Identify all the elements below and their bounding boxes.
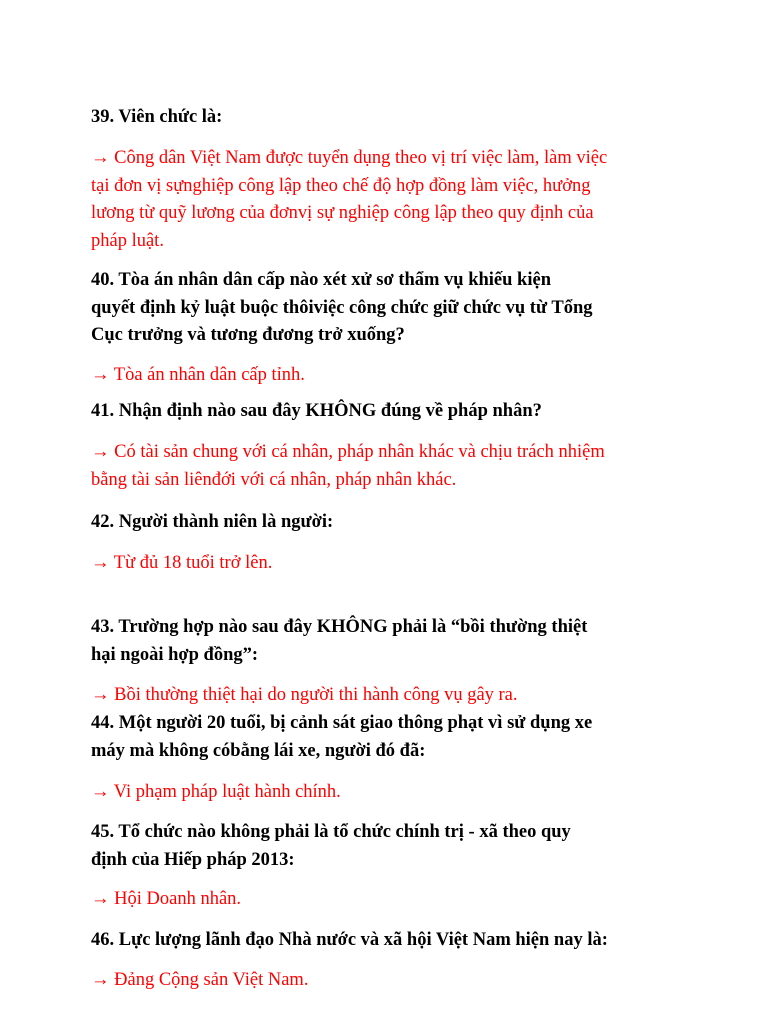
arrow-icon: →	[91, 782, 110, 802]
answer-line: lương từ quỹ lương của đơnvị sự nghiệp công lập theo quy định của	[91, 203, 594, 223]
question-44	[91, 710, 671, 765]
answer-41	[91, 439, 671, 494]
answer-45	[91, 886, 671, 914]
question-line: 42. Người thành niên là người:	[91, 512, 334, 532]
question-41	[91, 398, 671, 426]
answer-line: → Công dân Việt Nam được tuyển dụng theo vị trí việc làm, làm việc	[91, 148, 608, 168]
question-46	[91, 927, 671, 955]
answer-39	[91, 145, 671, 255]
answer-42	[91, 550, 671, 578]
answer-line: → Có tài sản chung với cá nhân, pháp nhân khác và chịu trách nhiệm	[91, 442, 605, 462]
answer-44	[91, 779, 671, 807]
answer-line: → Đảng Cộng sản Việt Nam.	[91, 970, 309, 990]
question-line: 39. Viên chức là:	[91, 107, 223, 127]
question-line: hại ngoài hợp đồng”:	[91, 644, 259, 665]
answer-line: bằng tài sản liênđới với cá nhân, pháp nhân khác.	[91, 469, 457, 490]
question-line: 44. Một người 20 tuổi, bị cảnh sát giao thông phạt vì sử dụng xe	[91, 713, 593, 733]
arrow-icon: →	[91, 553, 110, 573]
arrow-icon: →	[91, 970, 110, 990]
answer-46	[91, 967, 671, 995]
answer-line: → Bồi thường thiệt hại do người thi hành công vụ gây ra.	[91, 685, 518, 705]
question-line: Cục trưởng và tương đương trở xuống?	[91, 325, 405, 345]
question-line: 46. Lực lượng lãnh đạo Nhà nước và xã hội Việt Nam hiện nay là:	[91, 930, 608, 950]
answer-line: → Hội Doanh nhân.	[91, 889, 242, 909]
answer-line: → Từ đủ 18 tuổi trở lên.	[91, 553, 273, 573]
answer-line: → Tòa án nhân dân cấp tỉnh.	[91, 365, 305, 385]
answer-line: → Vi phạm pháp luật hành chính.	[91, 782, 341, 802]
question-line: 45. Tổ chức nào không phải là tổ chức chính trị - xã theo quy	[91, 822, 571, 842]
question-45	[91, 819, 671, 874]
question-40	[91, 267, 671, 350]
arrow-icon: →	[91, 685, 110, 705]
arrow-icon: →	[91, 365, 110, 385]
arrow-icon: →	[91, 442, 110, 462]
question-line: 43. Trường hợp nào sau đây KHÔNG phải là “bồi thường thiệt	[91, 617, 588, 637]
question-42	[91, 509, 671, 537]
answer-40	[91, 362, 671, 390]
question-39	[91, 104, 671, 132]
answer-43	[91, 682, 671, 710]
arrow-icon: →	[91, 889, 110, 909]
question-line: 40. Tòa án nhân dân cấp nào xét xử sơ thẩm vụ khiếu kiện	[91, 270, 551, 290]
question-line: 41. Nhận định nào sau đây KHÔNG đúng về pháp nhân?	[91, 401, 542, 421]
question-line: định của Hiếp pháp 2013:	[91, 849, 295, 870]
question-line: máy mà không cóbằng lái xe, người đó đã:	[91, 740, 426, 761]
question-43	[91, 614, 671, 669]
question-line: quyết định kỷ luật buộc thôiviệc công chức giữ chức vụ từ Tổng	[91, 297, 593, 318]
answer-line: tại đơn vị sựnghiệp công lập theo chế độ hợp đồng làm việc, hưởng	[91, 175, 591, 196]
arrow-icon: →	[91, 148, 110, 168]
answer-line: pháp luật.	[91, 230, 164, 251]
